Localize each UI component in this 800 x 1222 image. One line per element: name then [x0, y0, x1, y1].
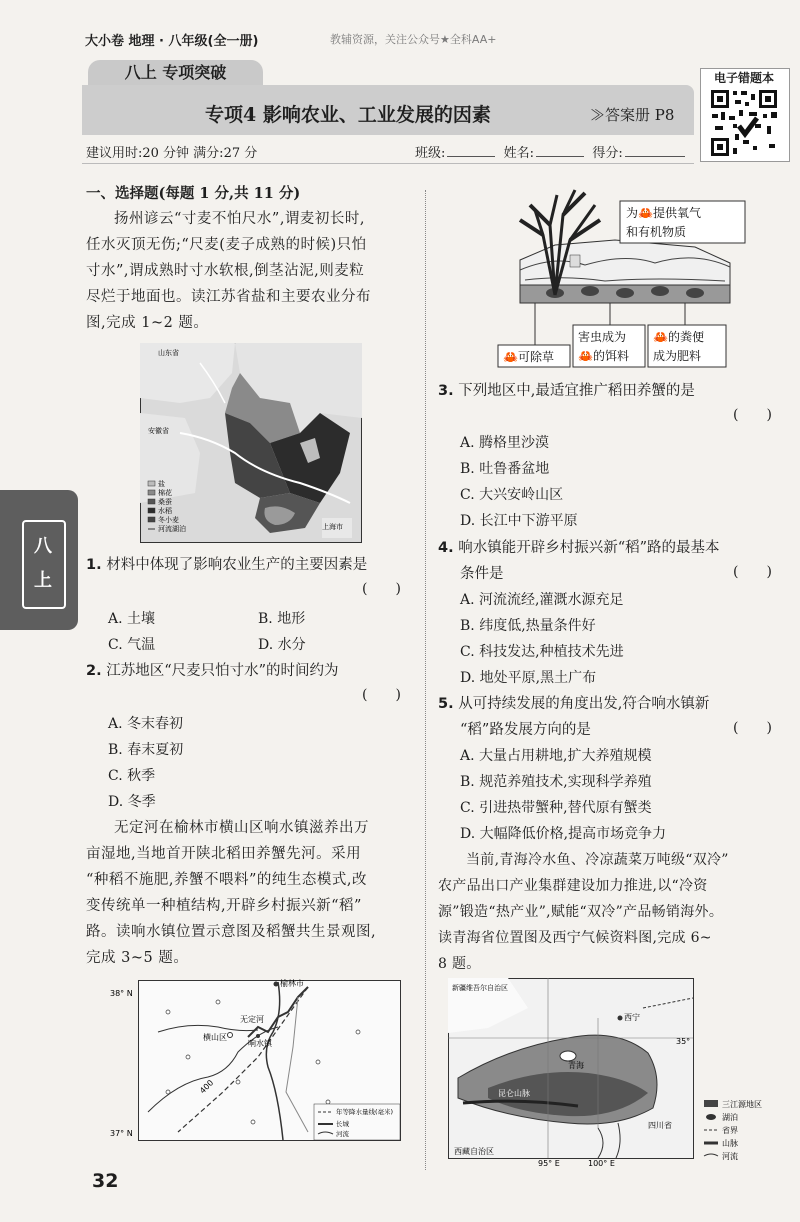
class-label: 班级: — [415, 146, 446, 161]
q4-option-b[interactable]: B. 纬度低,热量条件好 — [460, 618, 596, 634]
q1-option-d[interactable]: D. 水分 — [258, 637, 306, 653]
svg-text:年等降水量线(毫米): 年等降水量线(毫米) — [336, 1108, 394, 1116]
q5-option-b[interactable]: B. 规范养殖技术,实现科学养殖 — [460, 774, 652, 790]
svg-text:横山区: 横山区 — [203, 1033, 227, 1042]
svg-text:青海: 青海 — [568, 1061, 584, 1070]
svg-text:四川省: 四川省 — [648, 1121, 672, 1130]
svg-text:35°: 35° — [676, 1037, 691, 1046]
q1-answer-blank[interactable]: ( ) — [362, 581, 401, 597]
page-number: 32 — [92, 1170, 119, 1192]
q2-answer-blank[interactable]: ( ) — [362, 687, 401, 703]
svg-text:长城: 长城 — [336, 1120, 349, 1128]
svg-text:成为肥料: 成为肥料 — [653, 349, 702, 363]
class-blank[interactable] — [447, 144, 495, 157]
time-score-info: 建议用时:20 分钟 满分:27 分 — [86, 146, 258, 161]
q3-option-b[interactable]: B. 吐鲁番盆地 — [460, 461, 550, 477]
passage-3: 当前,青海冷水鱼、冷凉蔬菜万吨级“双冷” 农产品出口产业集群建设加力推进,以“冷资 源”锻造“热产业”,赋能“双冷”产品畅销海外。 读青海省位置图及西宁气候资料图,完成 6~ 8 题。 — [438, 852, 729, 972]
passage-1: 扬州谚云“寸麦不怕尺水”,谓麦初长时, 任水灭顶无伤;“尺麦(麦子成熟的时候)只怕 寸水”,谓成熟时寸水软根,倒茎沾泥,则麦粒 尽烂于地面也。读江苏省盐和主要农业分布 图,完成 1~2 题。 — [86, 211, 371, 331]
unit-tab: 八上 专项突破 — [88, 60, 263, 85]
question-3: 3. 下列地区中,最适宜推广稻田养蟹的是 — [438, 383, 695, 399]
score-blank[interactable] — [625, 144, 685, 157]
q4-answer-blank[interactable]: ( ) — [733, 564, 772, 580]
svg-text:湖泊: 湖泊 — [722, 1113, 738, 1122]
qinghai-location-map — [448, 978, 788, 1168]
q3-option-a[interactable]: A. 腾格里沙漠 — [460, 435, 550, 451]
svg-text:🦀的饵料: 🦀的饵料 — [578, 349, 629, 363]
name-label: 姓名: — [503, 146, 535, 161]
svg-text:西藏自治区: 西藏自治区 — [454, 1147, 494, 1156]
svg-text:三江源地区: 三江源地区 — [722, 1100, 762, 1109]
answer-reference[interactable]: ≫答案册 P8 — [590, 106, 675, 124]
svg-text:山脉: 山脉 — [722, 1139, 738, 1148]
svg-text:昆仑山脉: 昆仑山脉 — [498, 1089, 530, 1098]
question-5: 5. 从可持续发展的角度出发,符合响水镇新 “稻”路发展方向的是 — [438, 696, 710, 738]
question-4: 4. 响水镇能开辟乡村振兴新“稻”路的最基本 条件是 — [438, 540, 720, 582]
svg-text:响水镇: 响水镇 — [248, 1039, 272, 1048]
q2-option-c[interactable]: C. 秋季 — [108, 768, 156, 784]
svg-text:🦀可除草: 🦀可除草 — [503, 350, 554, 364]
q4-option-d[interactable]: D. 地处平原,黑土广布 — [460, 670, 597, 686]
svg-text:100° E: 100° E — [588, 1159, 615, 1168]
rice-crab-diagram — [495, 185, 755, 370]
svg-text:新疆维吾尔自治区: 新疆维吾尔自治区 — [452, 984, 508, 992]
q4-option-c[interactable]: C. 科技发达,种植技术先进 — [460, 644, 624, 660]
qr-code-icon[interactable] — [709, 88, 779, 158]
svg-text:桑蚕: 桑蚕 — [158, 498, 172, 506]
svg-text:为🦀提供氧气: 为🦀提供氧气 — [626, 206, 701, 220]
qr-label: 电子错题本 — [713, 71, 774, 85]
svg-text:🦀的粪便: 🦀的粪便 — [653, 330, 704, 344]
question-1: 1. 材料中体现了影响农业生产的主要因素是 — [86, 557, 368, 573]
svg-text:害虫成为: 害虫成为 — [578, 330, 627, 344]
page-title: 专项4 影响农业、工业发展的因素 — [205, 104, 491, 126]
svg-text:棉花: 棉花 — [158, 489, 172, 497]
q1-option-c[interactable]: C. 气温 — [108, 637, 156, 653]
section-heading: 一、选择题(每题 1 分,共 11 分) — [86, 185, 301, 202]
svg-text:水稻: 水稻 — [158, 507, 172, 515]
jiangsu-map — [140, 343, 362, 543]
svg-text:400: 400 — [198, 1078, 216, 1096]
svg-text:安徽省: 安徽省 — [148, 427, 169, 435]
svg-text:冬小麦: 冬小麦 — [158, 516, 179, 524]
q1-option-a[interactable]: A. 土壤 — [108, 611, 156, 627]
side-tab-label: 八 上 — [34, 536, 52, 591]
svg-text:榆林市: 榆林市 — [280, 979, 304, 988]
svg-text:37° N: 37° N — [110, 1129, 133, 1138]
q2-option-a[interactable]: A. 冬末春初 — [108, 716, 184, 732]
q3-option-c[interactable]: C. 大兴安岭山区 — [460, 487, 564, 503]
score-label: 得分: — [592, 146, 623, 161]
svg-text:和有机物质: 和有机物质 — [626, 225, 687, 239]
xiangshui-location-map — [108, 972, 408, 1150]
svg-text:河流湖泊: 河流湖泊 — [158, 525, 186, 533]
svg-text:河流: 河流 — [336, 1130, 349, 1138]
passage-2: 无定河在榆林市横山区响水镇滋养出万 亩湿地,当地首开陕北稻田养蟹先河。采用 “种稻不施肥,养蟹不喂料”的纯生态模式,改 变传统单一种植结构,开辟乡村振兴新“稻” 路。读响水镇位置示意图及稻蟹共生景观图, 完成 3~5 题。 — [86, 820, 377, 966]
svg-text:盐: 盐 — [158, 480, 165, 488]
q5-option-c[interactable]: C. 引进热带蟹种,替代原有蟹类 — [460, 800, 652, 816]
q4-option-a[interactable]: A. 河流流经,灌溉水源充足 — [460, 592, 624, 608]
q2-option-d[interactable]: D. 冬季 — [108, 794, 156, 810]
column-divider — [425, 190, 426, 1170]
svg-text:上海市: 上海市 — [322, 523, 343, 531]
svg-text:省界: 省界 — [722, 1126, 738, 1135]
svg-text:95° E: 95° E — [538, 1159, 560, 1168]
q5-answer-blank[interactable]: ( ) — [733, 720, 772, 736]
q1-option-b[interactable]: B. 地形 — [258, 611, 306, 627]
svg-text:西宁: 西宁 — [624, 1013, 640, 1022]
q5-option-d[interactable]: D. 大幅降低价格,提高市场竞争力 — [460, 826, 667, 842]
promo-text: 教辅资源，关注公众号★全科AA+ — [330, 33, 497, 46]
q2-option-b[interactable]: B. 春末夏初 — [108, 742, 184, 758]
student-info — [415, 142, 685, 161]
svg-text:无定河: 无定河 — [240, 1015, 264, 1024]
q3-option-d[interactable]: D. 长江中下游平原 — [460, 513, 578, 529]
q5-option-a[interactable]: A. 大量占用耕地,扩大养殖规模 — [460, 748, 652, 764]
svg-text:38° N: 38° N — [110, 989, 133, 998]
book-title: 大小卷 地理 · 八年级(全一册) — [85, 34, 259, 49]
question-2: 2. 江苏地区“尺麦只怕寸水”的时间约为 — [86, 663, 339, 679]
name-blank[interactable] — [536, 144, 584, 157]
svg-text:河流: 河流 — [722, 1152, 738, 1161]
q3-answer-blank[interactable]: ( ) — [733, 407, 772, 423]
svg-text:山东省: 山东省 — [158, 349, 179, 357]
